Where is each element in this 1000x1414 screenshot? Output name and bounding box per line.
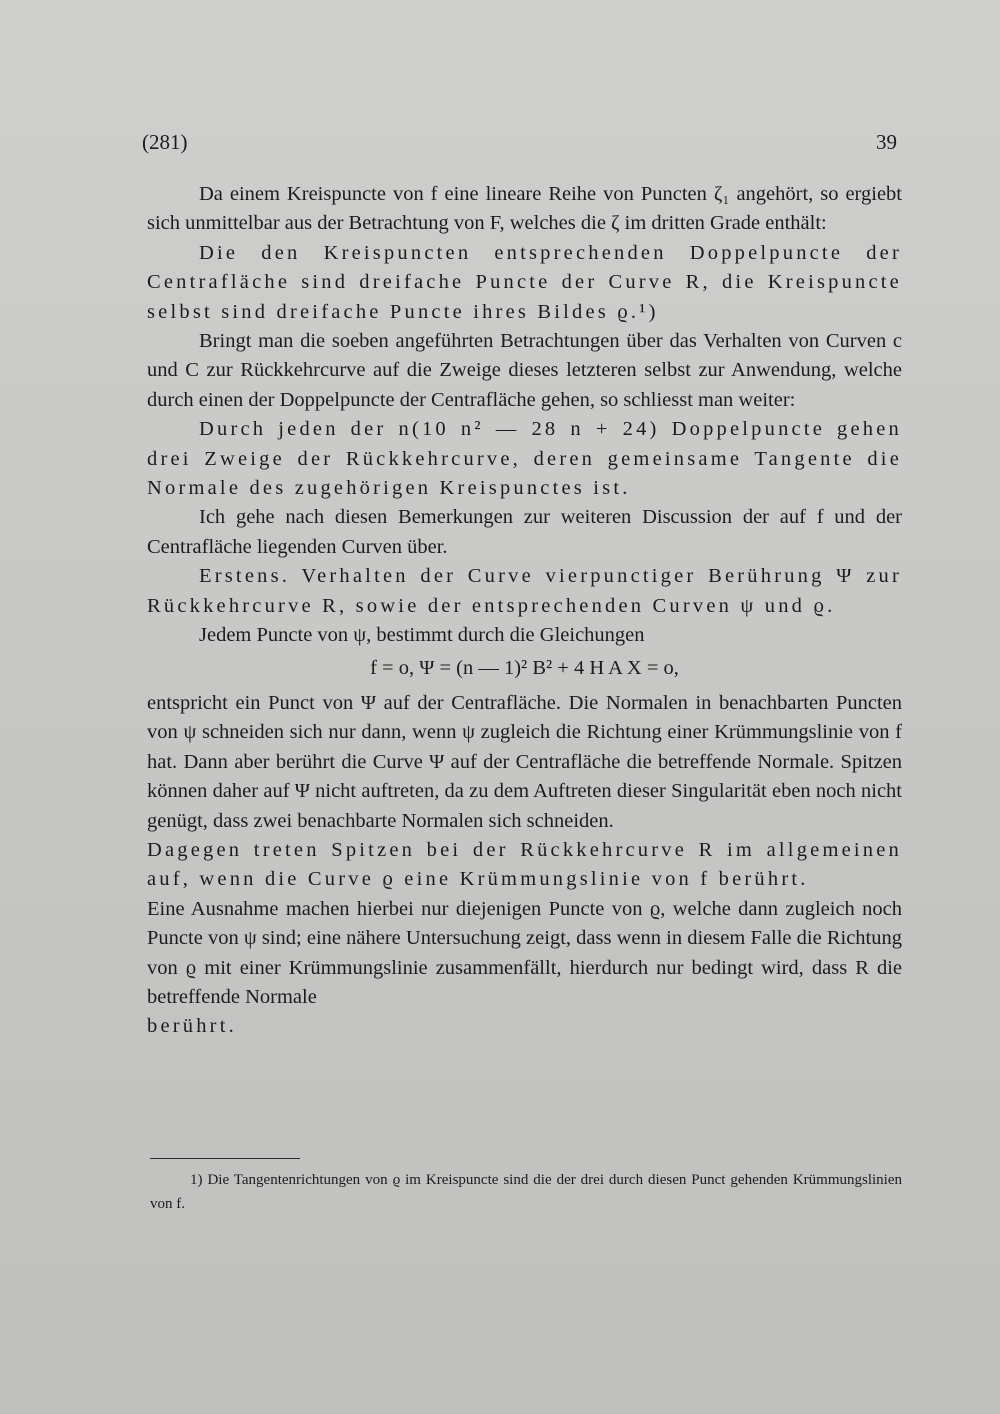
paragraph: Ich gehe nach diesen Bemerkungen zur weiteren Discussion der auf f und der Centrafläche liegenden Curven über.: [147, 506, 902, 558]
paragraph-end: berührt.: [147, 1015, 237, 1038]
paragraph: Bringt man die soeben angeführten Betrachtungen über das Verhalten von Curven c und C zur Rückkehrcurve auf die Zweige dieses letzteren selbst zur Anwendung, welche durch einen der Doppelpuncte der Centrafläche gehen, so schliesst man weiter:: [147, 330, 902, 411]
main-text: [147, 180, 902, 1042]
footnote: [150, 1168, 902, 1216]
paragraph: Eine Ausnahme machen hierbei nur diejenigen Puncte von ϱ, welche dann zugleich noch Puncte von ψ sind; eine nähere Untersuchung zeigt, dass wenn in diesem Falle die Richtung von ϱ mit einer Krümmungslinie zusammenfällt, hierdurch nur bedingt wird, dass R die betreffende Normale: [147, 897, 902, 1008]
page-number: 39: [876, 130, 897, 154]
equation: f = o, Ψ = (n — 1)² B² + 4 H A X = o,: [370, 656, 679, 679]
paragraph: Jedem Puncte von ψ, bestimmt durch die Gleichungen: [199, 624, 645, 647]
footnote-text: 1) Die Tangentenrichtungen von ϱ im Kreispuncte sind die der drei durch diesen Punct gehenden Krümmungslinien von f.: [150, 1172, 902, 1212]
paragraph: entspricht ein Punct von Ψ auf der Centrafläche. Die Normalen in benachbarten Puncten von ψ schneiden sich nur dann, wenn ψ zugleich die Richtung einer Krümmungslinie von f hat. Dann aber berührt die Curve Ψ auf der Centrafläche die betreffende Normale. Spitzen können daher auf Ψ nicht auftreten, da zu dem Auftreten dieser Singularität eben noch nicht genügt, dass zwei benachbarte Normalen sich schneiden.: [147, 691, 902, 832]
footnote-rule: [150, 1158, 300, 1159]
running-header: [142, 130, 897, 160]
page-reference: (281): [142, 130, 188, 154]
emphasized-sentence: Dagegen treten Spitzen bei der Rückkehrcurve R im allgemeinen auf, wenn die Curve ϱ eine Krümmungslinie von f berührt.: [147, 838, 902, 891]
theorem-paragraph: Durch jeden der n(10 n² — 28 n + 24) Doppelpuncte gehen drei Zweige der Rückkehrcurve, deren gemeinsame Tangente die Normale des zugehörigen Kreispunctes ist.: [147, 418, 902, 500]
section-heading-paragraph: Erstens. Verhalten der Curve vierpunctiger Berührung Ψ zur Rückkehrcurve R, sowie der entsprechenden Curven ψ und ϱ.: [147, 565, 902, 617]
theorem-paragraph: Die den Kreispuncten entsprechenden Doppelpuncte der Centrafläche sind dreifache Puncte der Curve R, die Kreispuncte selbst sind dreifache Puncte ihres Bildes ϱ.¹): [147, 241, 902, 323]
paragraph: Da einem Kreispuncte von f eine lineare Reihe von Puncten ζ₁ angehört, so ergiebt sich unmittelbar aus der Betrachtung von F, welches die ζ im dritten Grade enthält:: [147, 183, 902, 235]
